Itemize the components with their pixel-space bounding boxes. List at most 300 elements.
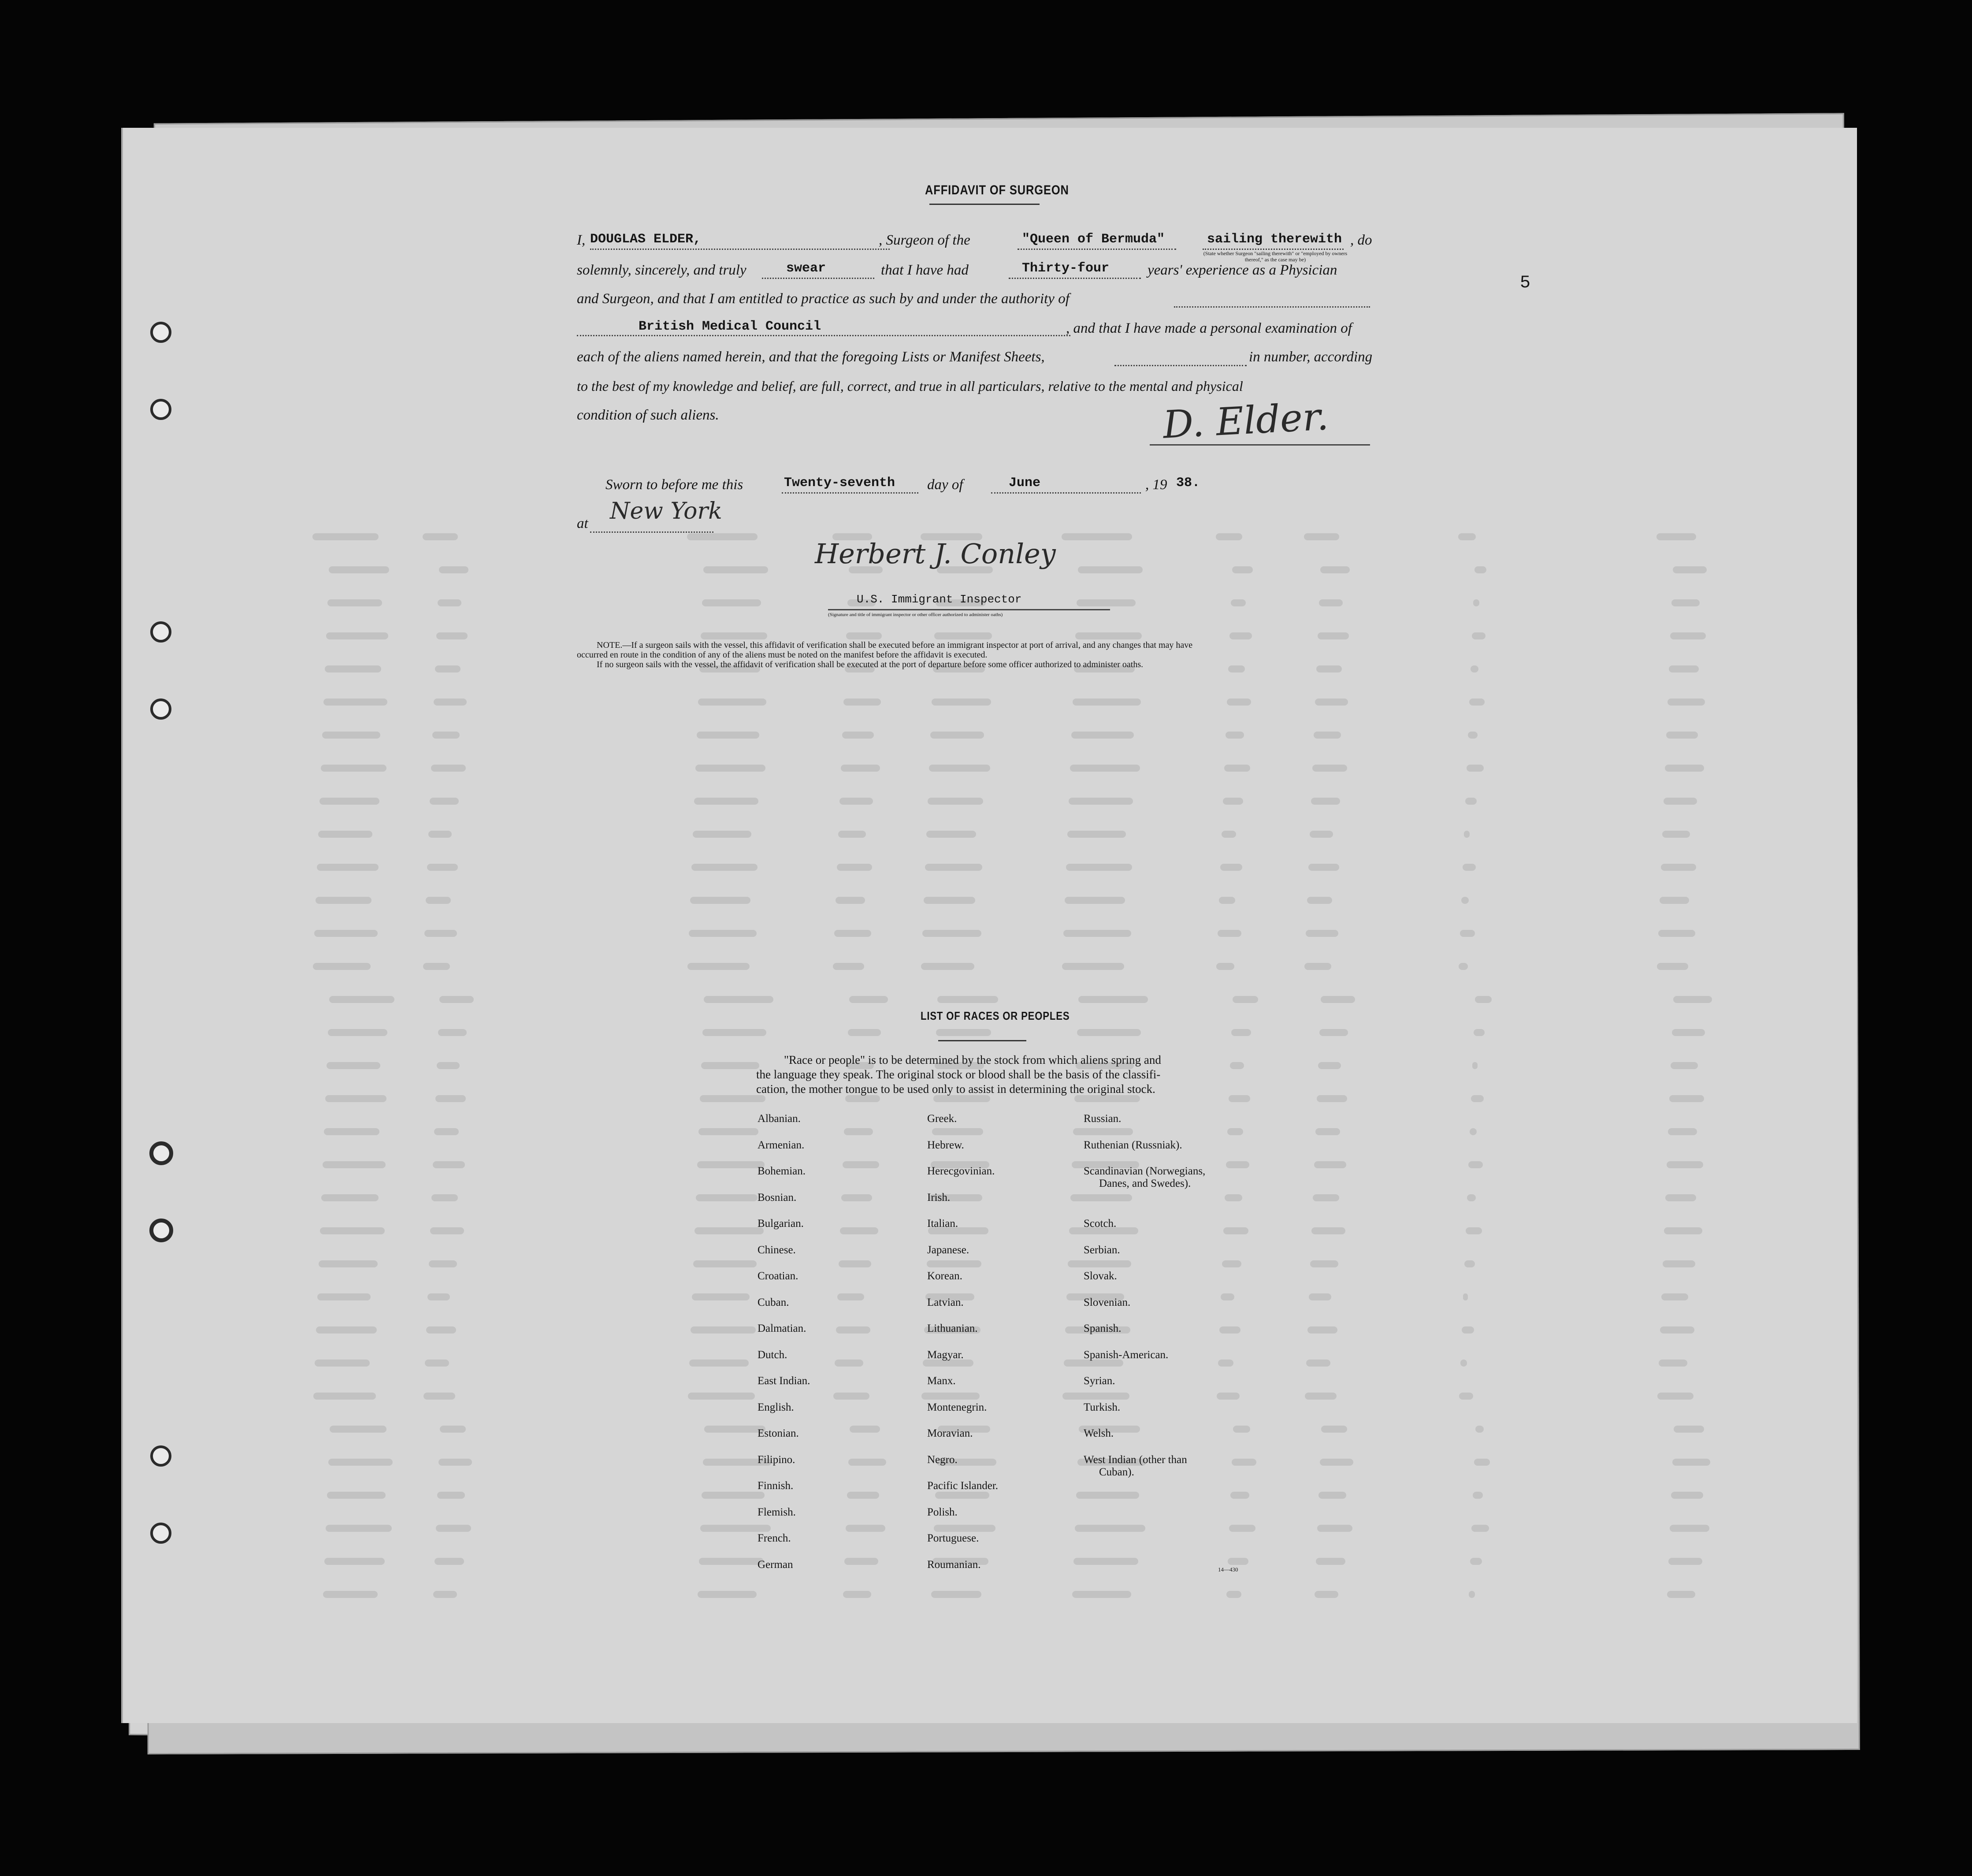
ghost-mark [699,1558,764,1565]
ghost-mark [1472,632,1485,639]
ghost-mark [1221,1293,1234,1300]
ghost-mark [325,1095,386,1102]
ghost-mark [1307,897,1332,904]
race-item: Dalmatian. [758,1322,806,1334]
race-item: Herecgovinian. [927,1165,995,1177]
ghost-mark [1076,1492,1139,1499]
ghost-mark [315,1360,370,1367]
race-item: Albanian. [758,1113,801,1125]
race-item: Manx. [927,1375,956,1387]
race-item: Ruthenian (Russniak). [1084,1139,1182,1151]
ghost-mark [1231,1029,1251,1036]
ghost-mark [1659,1360,1687,1367]
ghost-mark [693,1260,757,1267]
ghost-mark [1306,1360,1330,1367]
ghost-mark [934,632,992,639]
ghost-mark [1073,1558,1138,1565]
ghost-mark [850,1426,880,1433]
ghost-mark [434,698,467,706]
ghost-mark [836,897,865,904]
ghost-mark [319,798,379,805]
ghost-mark [1669,665,1699,672]
ghost-mark [435,1558,464,1565]
ghost-mark [435,1095,466,1102]
ghost-mark [1667,698,1705,706]
ghost-mark [437,1062,460,1069]
ghost-mark [1670,1525,1709,1532]
ghost-mark [849,996,888,1003]
ghost-mark [327,599,382,606]
race-item: Pacific Islander. [927,1480,999,1492]
ghost-mark [935,1492,989,1499]
ghost-mark [837,864,872,871]
ghost-mark [1671,1492,1703,1499]
ghost-mark [1657,1393,1693,1400]
inspector-signature: Herbert J. Conley [815,538,1056,570]
ghost-mark [430,1227,464,1234]
ghost-mark [924,897,975,904]
ghost-mark [701,632,767,639]
ghost-mark [698,1591,757,1598]
ghost-mark [323,698,387,706]
ghost-mark [690,897,750,904]
ghost-mark [1230,1062,1244,1069]
ghost-mark [1220,864,1242,871]
place-handwritten: New York [610,498,722,524]
ghost-mark [1665,1194,1696,1201]
ghost-mark [1467,1194,1476,1201]
ghost-mark [1316,665,1342,672]
ghost-mark [1218,930,1241,937]
ghost-mark [1461,897,1469,904]
ghost-mark [1315,1128,1340,1135]
text-each: each of the aliens named herein, and that the foregoing Lists or Manifest Sheets, [577,349,1045,365]
ghost-mark [329,566,389,573]
ghost-mark [1070,765,1140,772]
ghost-mark [321,765,386,772]
race-item: Spanish. [1084,1322,1122,1334]
ghost-mark [846,632,882,639]
ghost-mark [687,533,758,540]
ghost-mark [433,1161,465,1168]
race-item: Portuguese. [927,1532,979,1544]
ghost-mark [921,963,974,970]
ghost-mark [932,698,991,706]
ghost-mark [1073,1128,1133,1135]
ghost-mark [320,1227,385,1234]
ghost-row [312,930,1855,947]
ghost-mark [1230,1492,1249,1499]
ghost-mark [1228,665,1245,672]
ghost-mark [1304,963,1331,970]
ghost-mark [937,996,998,1003]
text-years-exp: years' experience as a Physician [1148,262,1337,278]
ghost-mark [1465,798,1477,805]
ghost-mark [1070,1194,1132,1201]
ghost-mark [1233,1426,1250,1433]
fill-line [762,278,874,279]
authority: British Medical Council [639,319,821,334]
race-item: Dutch. [758,1349,787,1361]
ghost-mark [1661,1293,1688,1300]
ghost-mark [836,1326,870,1334]
race-item: Welsh. [1084,1427,1114,1439]
ghost-mark [700,1525,771,1532]
ghost-mark [1218,1360,1233,1367]
ghost-mark [1467,765,1484,772]
ghost-mark [933,1095,990,1102]
ghost-mark [687,963,750,970]
ghost-mark [845,1095,880,1102]
ghost-mark [439,566,468,573]
ghost-mark [1077,1029,1141,1036]
ghost-mark [839,1260,871,1267]
ghost-row [312,599,1855,617]
fill-line [1009,278,1141,279]
ghost-row [312,1095,1855,1113]
ghost-mark [1319,1029,1348,1036]
ghost-mark [426,1326,456,1334]
ghost-mark [1470,1128,1477,1135]
ghost-mark [1315,698,1348,706]
ghost-row [312,765,1855,782]
race-item: Russian. [1084,1113,1122,1125]
page-number: 5 [1520,273,1531,293]
ghost-mark [704,1426,765,1433]
ghost-mark [1320,566,1350,573]
ghost-mark [1065,897,1125,904]
races-intro-3: cation, the mother tongue to be used only to assist in determining the original stock. [756,1082,1155,1096]
ghost-mark [1233,996,1258,1003]
ghost-mark [1473,599,1479,606]
signature-caption: (Signature and title of immigrant inspector or other officer authorized to administer oaths) [828,612,1003,617]
text-condition: condition of such aliens. [577,407,719,423]
text-and-surgeon: and Surgeon, and that I am entitled to practice as such by and under the authority of [577,291,1070,307]
title-underline [929,204,1040,205]
ghost-mark [700,1095,765,1102]
note-line-3: If no surgeon sails with the vessel, the affidavit of verification shall be executed at the port of departure before some officer authorized to administer oaths. [597,660,1144,669]
ghost-mark [1474,1029,1485,1036]
ghost-mark [697,1161,765,1168]
ghost-mark [1217,1393,1240,1400]
ghost-mark [1309,1293,1331,1300]
ghost-row [312,1227,1855,1245]
ghost-mark [927,1260,981,1267]
ghost-mark [329,996,394,1003]
text-surgeon-of: , Surgeon of the [879,232,970,248]
ghost-mark [1312,765,1347,772]
ghost-mark [1219,897,1235,904]
ghost-row [312,566,1855,584]
ghost-mark [1658,930,1695,937]
ghost-mark [1664,1227,1702,1234]
race-item: Slovenian. [1084,1296,1131,1308]
ghost-mark [1316,1558,1345,1565]
ghost-mark [1318,632,1349,639]
race-item: Negro. [927,1454,958,1466]
ghost-mark [1077,599,1136,606]
ghost-mark [689,1360,749,1367]
ghost-mark [436,632,468,639]
ghost-mark [1068,1260,1131,1267]
surgeon-name: DOUGLAS ELDER, [590,232,702,247]
signature-line [1150,444,1370,446]
surgeon-signature: D. Elder. [1162,394,1330,447]
race-item: Bulgarian. [758,1218,804,1230]
fill-line [590,249,890,250]
ghost-mark [1062,963,1124,970]
race-item: Spanish-American. [1084,1349,1169,1361]
ghost-mark [1078,996,1148,1003]
text-examination: , and that I have made a personal examination of [1066,320,1352,336]
race-item: Bosnian. [758,1192,797,1204]
ghost-mark [1311,1227,1345,1234]
ghost-mark [692,1293,750,1300]
race-item: Serbian. [1084,1244,1120,1256]
ghost-row [312,1525,1855,1542]
ghost-mark [313,1393,376,1400]
races-title: LIST OF RACES OR PEOPLES [921,1009,1070,1022]
signature-line [828,609,1110,610]
race-item: Croatian. [758,1270,798,1282]
ghost-mark [842,732,874,739]
ghost-mark [425,1360,449,1367]
years-experience: Thirty-four [1022,261,1110,276]
ghost-mark [698,1128,758,1135]
ghost-mark [322,732,380,739]
ghost-mark [1661,864,1696,871]
ghost-mark [1226,1591,1241,1598]
ghost-mark [928,798,983,805]
punch-hole [150,1445,171,1467]
ghost-mark [426,897,451,904]
ghost-mark [1470,1558,1482,1565]
race-item: Estonian. [758,1427,799,1439]
ghost-mark [1219,1326,1240,1334]
fill-line [782,492,918,494]
ghost-mark [1228,1558,1248,1565]
ghost-mark [1459,963,1468,970]
text-day-of: day of [927,477,963,493]
ghost-mark [438,1459,472,1466]
fill-line [1203,249,1344,250]
ghost-mark [1673,566,1707,573]
ghost-mark [1664,798,1697,805]
race-item: Korean. [927,1270,962,1282]
ghost-mark [704,996,773,1003]
ghost-row [312,1558,1855,1575]
ghost-mark [843,698,881,706]
ghost-mark [1075,1525,1145,1532]
ghost-mark [1231,599,1246,606]
ghost-mark [1320,1459,1353,1466]
ghost-mark [1475,996,1492,1003]
punch-hole [150,698,171,720]
ghost-mark [427,1293,450,1300]
ghost-mark [1216,533,1242,540]
text-do: , do [1350,232,1372,248]
race-item: Moravian. [927,1427,973,1439]
ghost-mark [1464,1260,1475,1267]
ghost-mark [1674,1426,1704,1433]
text-best: to the best of my knowledge and belief, are full, correct, and true in all particulars, relative to the mental and physical [577,378,1243,394]
ghost-mark [312,533,379,540]
ghost-mark [321,1194,379,1201]
ghost-mark [1466,1227,1482,1234]
fill-line [590,531,713,533]
ghost-mark [1459,1393,1473,1400]
ghost-mark [1226,732,1244,739]
ghost-mark [1458,533,1476,540]
ghost-mark [698,698,766,706]
ghost-mark [703,566,768,573]
ghost-mark [323,1161,386,1168]
ghost-mark [1668,1128,1697,1135]
ghost-mark [1067,831,1126,838]
inspector-title: U.S. Immigrant Inspector [857,593,1022,606]
ghost-mark [1311,798,1340,805]
ghost-mark [314,930,378,937]
ghost-mark [926,831,976,838]
race-item: German [758,1559,793,1571]
text-number: in number, according [1249,349,1373,365]
ghost-mark [695,765,765,772]
ghost-mark [932,1128,983,1135]
ghost-mark [1224,765,1250,772]
ghost-mark [436,1525,471,1532]
punch-hole [150,399,171,420]
ghost-mark [430,798,459,805]
ghost-mark [328,1029,387,1036]
ghost-mark [1227,1128,1243,1135]
ghost-mark [438,599,461,606]
ghost-mark [1469,1591,1475,1598]
text-19: , 19 [1145,477,1167,493]
text-that-had: that I have had [881,262,969,278]
ghost-mark [1317,1095,1347,1102]
race-item: West Indian (other than [1084,1454,1187,1466]
ghost-mark [702,599,761,606]
ghost-mark [834,930,871,937]
ghost-mark [1066,864,1132,871]
ghost-mark [693,831,751,838]
ghost-row [312,1194,1855,1212]
ghost-mark [1667,1591,1695,1598]
text-at: at [577,516,588,531]
punch-hole [150,322,171,343]
ghost-mark [1315,1591,1338,1598]
ghost-mark [316,1326,377,1334]
ghost-mark [437,1492,465,1499]
ghost-mark [434,1128,459,1135]
ghost-mark [688,1393,755,1400]
ghost-mark [1473,1492,1483,1499]
race-item: French. [758,1532,791,1544]
surgeon-role: sailing therewith [1207,232,1342,247]
ghost-mark [835,1360,863,1367]
ghost-mark [1673,996,1712,1003]
race-item: English. [758,1401,794,1413]
ghost-mark [1226,1161,1249,1168]
ghost-mark [1232,566,1253,573]
race-item: Turkish. [1084,1401,1121,1413]
ghost-mark [1229,632,1252,639]
ghost-mark [930,732,984,739]
ghost-mark [1472,1062,1478,1069]
text-sworn: Sworn to before me this [605,477,743,493]
race-item: Slovak. [1084,1270,1117,1282]
ghost-mark [1232,1459,1256,1466]
ghost-mark [921,1393,980,1400]
ghost-mark [1464,831,1470,838]
race-item: Danes, and Swedes). [1099,1178,1191,1189]
ghost-mark [313,963,371,970]
affidavit-title: AFFIDAVIT OF SURGEON [925,183,1069,197]
ghost-mark [1475,1426,1484,1433]
race-item: Magyar. [927,1349,964,1361]
ghost-mark [431,1194,458,1201]
ghost-mark [1063,930,1131,937]
sworn-month: June [1009,476,1041,490]
ghost-row [312,533,1855,551]
ghost-mark [843,1591,871,1598]
note-line-2: occurred en route in the condition of any of the aliens must be noted on the manifest before the affidavit is executed. [577,650,988,660]
fill-line [1018,249,1176,250]
ghost-mark [1078,566,1143,573]
ghost-mark [701,1062,759,1069]
ghost-mark [1474,566,1486,573]
ghost-mark [1665,765,1704,772]
ghost-mark [1304,533,1339,540]
race-item: Italian. [927,1218,958,1230]
ghost-mark [839,798,873,805]
ghost-row [312,1360,1855,1377]
ghost-mark [435,665,461,672]
ghost-mark [317,864,379,871]
ghost-mark [1662,831,1690,838]
ghost-mark [1319,599,1343,606]
ghost-mark [1663,1260,1695,1267]
race-item: Irish. [927,1192,951,1204]
ghost-mark [1468,1161,1483,1168]
ghost-mark [326,632,388,639]
race-item: Syrian. [1084,1375,1115,1387]
ghost-mark [319,1260,378,1267]
ghost-mark [330,1426,386,1433]
ghost-mark [925,864,982,871]
race-item: Japanese. [927,1244,969,1256]
ghost-mark [1471,665,1478,672]
ghost-mark [1069,798,1133,805]
ghost-mark [1072,1591,1131,1598]
ghost-mark [929,765,990,772]
ghost-mark [326,1525,392,1532]
ghost-mark [841,765,880,772]
ghost-mark [1223,798,1243,805]
ghost-mark [1460,930,1475,937]
ghost-mark [432,732,460,739]
ghost-row [312,698,1855,716]
ghost-mark [1460,1360,1467,1367]
ghost-mark [1229,1525,1255,1532]
race-item: Filipino. [758,1454,795,1466]
ghost-mark [1666,732,1698,739]
ghost-mark [1668,1558,1702,1565]
ghost-mark [934,1525,995,1532]
ghost-mark [1308,864,1339,871]
ghost-mark [423,1393,455,1400]
ghost-mark [848,1459,886,1466]
